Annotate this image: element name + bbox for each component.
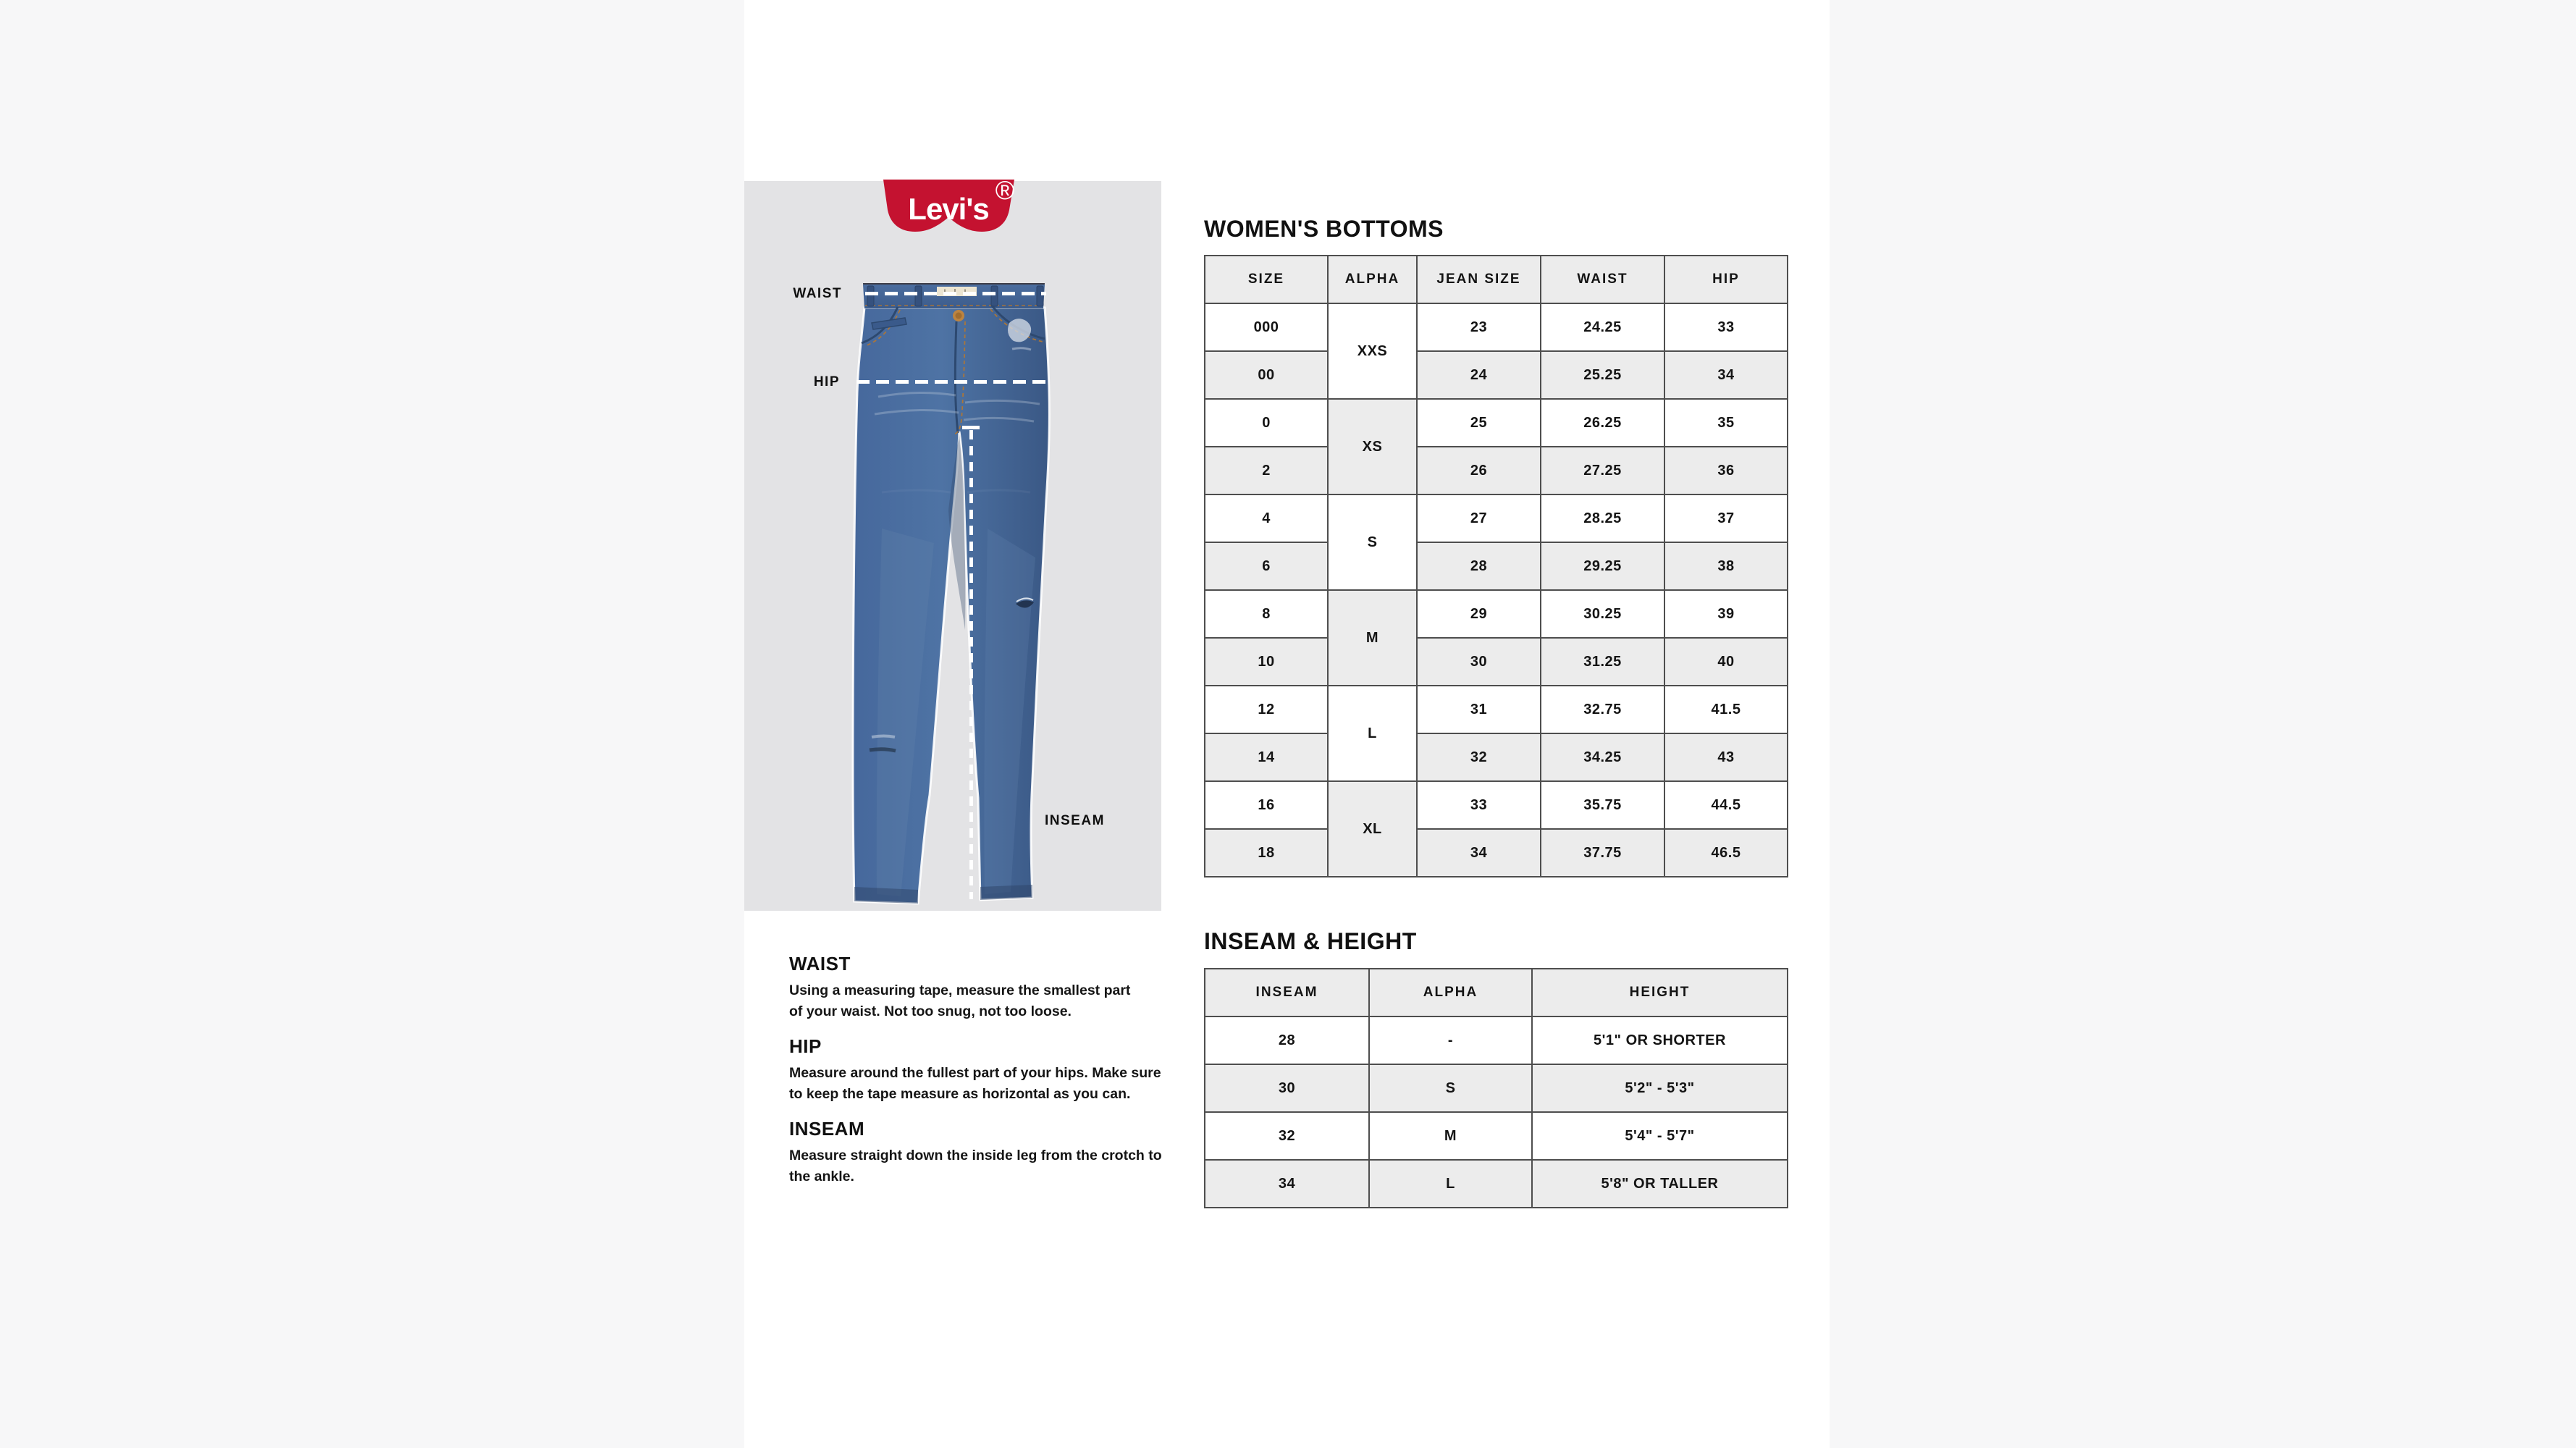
size-cell: 10 bbox=[1205, 638, 1328, 686]
header-cell: ALPHA bbox=[1369, 969, 1532, 1016]
hip-cell: 46.5 bbox=[1664, 829, 1788, 877]
inseam-measure-line bbox=[969, 430, 973, 899]
size-cell: 000 bbox=[1205, 303, 1328, 351]
guide-text-line: the ankle. bbox=[789, 1169, 854, 1184]
table-row bbox=[1205, 351, 1788, 399]
hip-cell: 37 bbox=[1664, 494, 1788, 542]
levis-wordmark: Levi's bbox=[908, 192, 989, 226]
guide-text-line: Measure straight down the inside leg from the crotch to bbox=[789, 1148, 1162, 1163]
waist-cell: 24.25 bbox=[1541, 303, 1664, 351]
jean-size-cell: 26 bbox=[1417, 447, 1541, 494]
inseam-height-title: INSEAM & HEIGHT bbox=[1204, 928, 1417, 954]
alpha-cell: L bbox=[1328, 686, 1417, 781]
guide-heading: HIP bbox=[789, 1035, 822, 1057]
table-row bbox=[1205, 399, 1788, 447]
header-cell: SIZE bbox=[1205, 256, 1328, 303]
alpha-cell: XXS bbox=[1328, 303, 1417, 399]
jean-size-cell: 28 bbox=[1417, 542, 1541, 590]
hip-cell: 39 bbox=[1664, 590, 1788, 638]
size-cell: 12 bbox=[1205, 686, 1328, 733]
waist-cell: 37.75 bbox=[1541, 829, 1664, 877]
jean-size-cell: 32 bbox=[1417, 733, 1541, 781]
inseam-cell: 30 bbox=[1205, 1064, 1369, 1112]
hip-cell: 38 bbox=[1664, 542, 1788, 590]
table-row bbox=[1205, 829, 1788, 877]
content-column bbox=[744, 0, 1830, 1448]
hip-cell: 35 bbox=[1664, 399, 1788, 447]
table-row bbox=[1205, 1016, 1788, 1064]
waist-cell: 32.75 bbox=[1541, 686, 1664, 733]
registered-mark: ® bbox=[995, 180, 1015, 205]
hip-cell: 34 bbox=[1664, 351, 1788, 399]
size-cell: 6 bbox=[1205, 542, 1328, 590]
inseam-height-table bbox=[1204, 968, 1788, 1208]
alpha-cell: M bbox=[1369, 1112, 1532, 1160]
alpha-cell: S bbox=[1369, 1064, 1532, 1112]
guide-section-inseam bbox=[789, 1119, 1180, 1187]
table-row bbox=[1205, 590, 1788, 638]
header-row bbox=[1205, 256, 1788, 303]
waist-measure-line bbox=[865, 292, 1046, 295]
jean-size-cell: 34 bbox=[1417, 829, 1541, 877]
hip-cell: 41.5 bbox=[1664, 686, 1788, 733]
table-row bbox=[1205, 447, 1788, 494]
size-cell: 4 bbox=[1205, 494, 1328, 542]
inseam-cell: 28 bbox=[1205, 1016, 1369, 1064]
table-row bbox=[1205, 781, 1788, 829]
jean-size-cell: 31 bbox=[1417, 686, 1541, 733]
hip-cell: 36 bbox=[1664, 447, 1788, 494]
size-cell: 16 bbox=[1205, 781, 1328, 829]
waist-cell: 31.25 bbox=[1541, 638, 1664, 686]
table-row bbox=[1205, 1112, 1788, 1160]
inseam-measure-line-cap bbox=[962, 426, 980, 429]
jean-size-cell: 24 bbox=[1417, 351, 1541, 399]
guide-section-hip bbox=[789, 1037, 1180, 1105]
size-cell: 18 bbox=[1205, 829, 1328, 877]
hip-cell: 43 bbox=[1664, 733, 1788, 781]
hip-cell: 33 bbox=[1664, 303, 1788, 351]
guide-section-waist bbox=[789, 954, 1180, 1022]
jean-size-cell: 30 bbox=[1417, 638, 1541, 686]
size-cell: 00 bbox=[1205, 351, 1328, 399]
jean-size-cell: 25 bbox=[1417, 399, 1541, 447]
alpha-cell: XS bbox=[1328, 399, 1417, 494]
header-cell: ALPHA bbox=[1328, 256, 1417, 303]
table-row bbox=[1205, 1160, 1788, 1208]
waist-cell: 25.25 bbox=[1541, 351, 1664, 399]
alpha-cell: M bbox=[1328, 590, 1417, 686]
guide-heading: WAIST bbox=[789, 953, 851, 975]
size-cell: 14 bbox=[1205, 733, 1328, 781]
table-row bbox=[1205, 303, 1788, 351]
hip-cell: 40 bbox=[1664, 638, 1788, 686]
jean-size-cell: 29 bbox=[1417, 590, 1541, 638]
table-row bbox=[1205, 733, 1788, 781]
table-row bbox=[1205, 1064, 1788, 1112]
size-cell: 8 bbox=[1205, 590, 1328, 638]
size-cell: 0 bbox=[1205, 399, 1328, 447]
table-row bbox=[1205, 638, 1788, 686]
waist-cell: 27.25 bbox=[1541, 447, 1664, 494]
measuring-guide bbox=[789, 954, 1180, 1202]
header-cell: WAIST bbox=[1541, 256, 1664, 303]
hip-cell: 44.5 bbox=[1664, 781, 1788, 829]
inseam-measure-label: INSEAM bbox=[1045, 813, 1105, 828]
waist-cell: 29.25 bbox=[1541, 542, 1664, 590]
jean-size-cell: 23 bbox=[1417, 303, 1541, 351]
alpha-cell: L bbox=[1369, 1160, 1532, 1208]
waist-cell: 26.25 bbox=[1541, 399, 1664, 447]
inseam-cell: 32 bbox=[1205, 1112, 1369, 1160]
table-row bbox=[1205, 686, 1788, 733]
size-cell: 2 bbox=[1205, 447, 1328, 494]
guide-text-line: Measure around the fullest part of your hips. Make sure bbox=[789, 1065, 1161, 1081]
header-cell: JEAN SIZE bbox=[1417, 256, 1541, 303]
waist-measure-label: WAIST bbox=[793, 286, 842, 301]
hip-measure-line bbox=[856, 380, 1051, 384]
height-cell: 5'4" - 5'7" bbox=[1532, 1112, 1788, 1160]
header-cell: INSEAM bbox=[1205, 969, 1369, 1016]
womens-bottoms-table bbox=[1204, 255, 1788, 877]
height-cell: 5'1" OR SHORTER bbox=[1532, 1016, 1788, 1064]
height-cell: 5'8" OR TALLER bbox=[1532, 1160, 1788, 1208]
waist-cell: 28.25 bbox=[1541, 494, 1664, 542]
guide-text-line: of your waist. Not too snug, not too loose. bbox=[789, 1003, 1072, 1019]
waist-cell: 34.25 bbox=[1541, 733, 1664, 781]
header-row bbox=[1205, 969, 1788, 1016]
guide-text-line: Using a measuring tape, measure the smallest part bbox=[789, 982, 1131, 998]
guide-text-line: to keep the tape measure as horizontal as you can. bbox=[789, 1086, 1131, 1102]
waist-cell: 35.75 bbox=[1541, 781, 1664, 829]
alpha-cell: - bbox=[1369, 1016, 1532, 1064]
levis-logo bbox=[882, 180, 1016, 243]
waist-cell: 30.25 bbox=[1541, 590, 1664, 638]
guide-heading: INSEAM bbox=[789, 1118, 865, 1140]
jean-size-cell: 27 bbox=[1417, 494, 1541, 542]
height-cell: 5'2" - 5'3" bbox=[1532, 1064, 1788, 1112]
fit-guide-panel bbox=[744, 181, 1161, 911]
inseam-cell: 34 bbox=[1205, 1160, 1369, 1208]
table-row bbox=[1205, 542, 1788, 590]
womens-bottoms-title: WOMEN'S BOTTOMS bbox=[1204, 216, 1444, 242]
alpha-cell: S bbox=[1328, 494, 1417, 590]
table-row bbox=[1205, 494, 1788, 542]
jean-size-cell: 33 bbox=[1417, 781, 1541, 829]
header-cell: HIP bbox=[1664, 256, 1788, 303]
hip-measure-label: HIP bbox=[813, 374, 840, 390]
header-cell: HEIGHT bbox=[1532, 969, 1788, 1016]
alpha-cell: XL bbox=[1328, 781, 1417, 877]
